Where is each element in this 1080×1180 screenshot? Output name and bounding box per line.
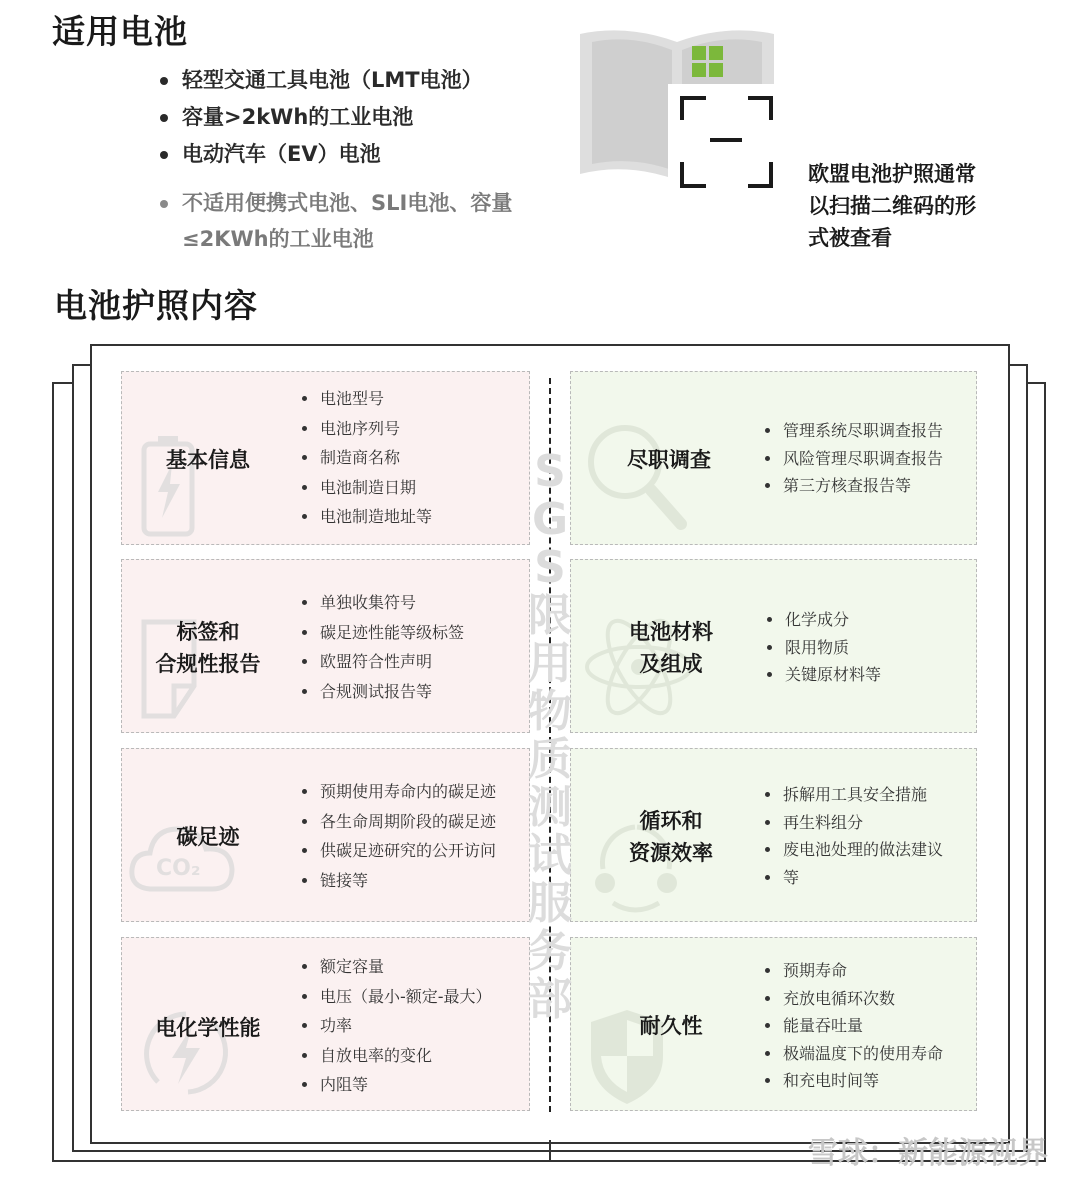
electrochemical-card: [121, 937, 530, 1111]
card-items: [302, 384, 432, 532]
carbon-footprint-card: [121, 748, 530, 922]
not-applicable-item: [158, 185, 578, 257]
footer-watermark: 雪球：新能源视界: [808, 1136, 1048, 1171]
qr-note-line: 欧盟电池护照通常: [808, 162, 976, 186]
list-item: 制造商名称: [302, 443, 432, 473]
list-item: 和充电时间等: [765, 1067, 943, 1095]
list-item: 供碳足迹研究的公开访问: [302, 836, 496, 866]
applicable-list: [158, 62, 578, 257]
card-title: 耐久性: [639, 1014, 703, 1038]
list-item: 关键原材料等: [767, 661, 881, 689]
list-item: 各生命周期阶段的碳足迹: [302, 807, 496, 837]
list-item: 电池制造地址等: [302, 502, 432, 532]
list-item: 限用物质: [767, 634, 881, 662]
durability-card: [570, 937, 977, 1111]
card-items: [765, 781, 943, 891]
card-title: 尽职调查: [627, 448, 711, 472]
card-title: 电池材料 及组成: [629, 620, 713, 676]
list-item: 电池序列号: [302, 414, 432, 444]
due-diligence-card: [570, 371, 977, 545]
materials-card: [570, 559, 977, 733]
card-title: 电化学性能: [155, 1016, 261, 1040]
card-title: 标签和 合规性报告: [155, 620, 261, 676]
content-heading: 电池护照内容: [54, 286, 258, 325]
list-item: 轻型交通工具电池（LMT电池）: [158, 62, 578, 99]
list-item: 额定容量: [302, 952, 492, 982]
not-applicable-line-2: ≤2KWh的工业电池: [182, 227, 374, 251]
list-item: 等: [765, 864, 943, 892]
list-item: 自放电率的变化: [302, 1041, 492, 1071]
list-item: 充放电循环次数: [765, 985, 943, 1013]
list-item: 碳足迹性能等级标签: [302, 618, 464, 648]
list-item: 化学成分: [767, 606, 881, 634]
card-title: 循环和 资源效率: [629, 809, 713, 865]
list-item: 电池型号: [302, 384, 432, 414]
list-item: 功率: [302, 1011, 492, 1041]
card-items: [765, 957, 943, 1095]
list-item: 电压（最小-额定-最大）: [302, 982, 492, 1012]
list-item: 电池制造日期: [302, 473, 432, 503]
list-item: 废电池处理的做法建议: [765, 836, 943, 864]
card-title: 碳足迹: [176, 825, 240, 849]
list-item: 容量>2kWh的工业电池: [158, 99, 578, 136]
list-item: 再生料组分: [765, 809, 943, 837]
list-item: 链接等: [302, 866, 496, 896]
list-item: 单独收集符号: [302, 588, 464, 618]
list-item: 内阻等: [302, 1070, 492, 1100]
card-title: 基本信息: [166, 448, 250, 472]
list-item: 极端温度下的使用寿命: [765, 1040, 943, 1068]
list-item: 合规测试报告等: [302, 677, 464, 707]
list-item: 管理系统尽职调查报告: [765, 417, 943, 445]
qr-note-line: 以扫描二维码的形: [808, 194, 976, 218]
list-item: 预期使用寿命内的碳足迹: [302, 777, 496, 807]
co2-label: CO₂: [156, 856, 201, 881]
list-item: 电动汽车（EV）电池: [158, 136, 578, 173]
card-items: [302, 777, 496, 895]
qr-note-line: 式被查看: [808, 226, 892, 250]
list-item: 欧盟符合性声明: [302, 647, 464, 677]
list-item: 能量吞吐量: [765, 1012, 943, 1040]
card-items: [765, 417, 943, 500]
label-compliance-card: [121, 559, 530, 733]
applicable-heading: 适用电池: [52, 12, 188, 51]
vertical-watermark: S G S 限 用 物 质 测 试 服 务 部: [528, 446, 572, 1025]
card-items: [767, 606, 881, 689]
basic-info-card: [121, 371, 530, 545]
list-item: 拆解用工具安全措施: [765, 781, 943, 809]
list-item: 第三方核查报告等: [765, 472, 943, 500]
qr-note: [808, 158, 1018, 254]
magnifier-icon: [581, 418, 693, 538]
list-item: 预期寿命: [765, 957, 943, 985]
book-qr-icon: [572, 24, 782, 194]
recycling-card: [570, 748, 977, 922]
card-items: [302, 588, 464, 706]
list-item: 风险管理尽职调查报告: [765, 445, 943, 473]
not-applicable-line-1: 不适用便携式电池、SLI电池、容量: [182, 191, 513, 215]
card-items: [302, 952, 492, 1100]
